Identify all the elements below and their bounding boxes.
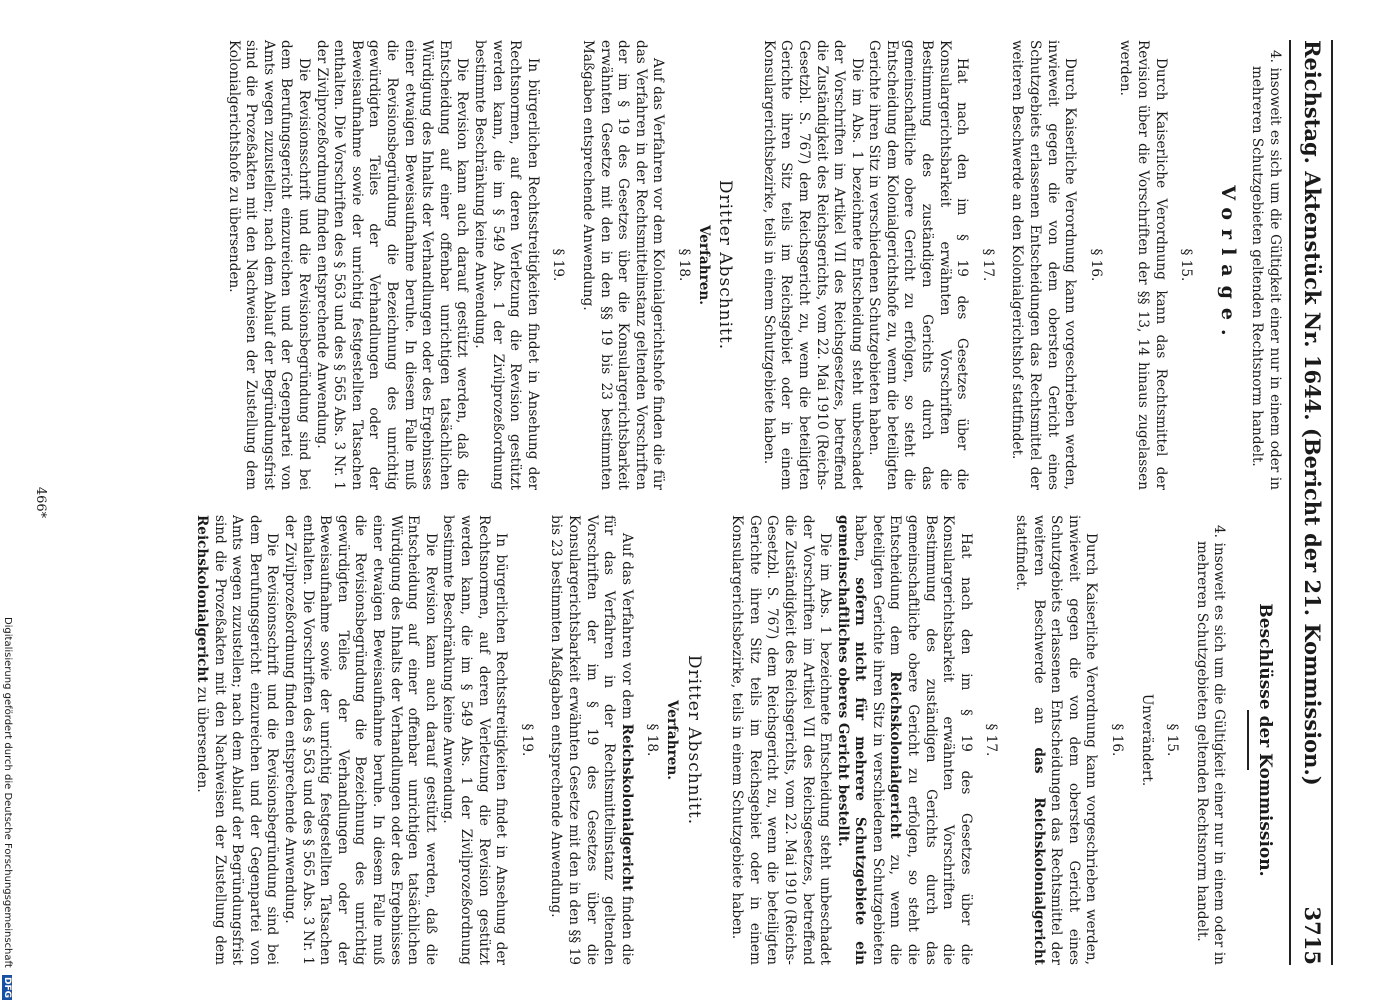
abschnitt-heading: Dritter Abschnitt. <box>715 179 736 351</box>
verfahren-heading: Verfahren. <box>695 224 712 306</box>
section-17-heading-right: § 17. <box>983 723 1000 757</box>
header-rule <box>1289 40 1291 965</box>
verfahren-heading-right: Verfahren. <box>663 699 680 781</box>
section-18-text-right: Auf das Verfahren vor dem Reichskolonialgericht finden die für das Verfahren in der Rechtsmittelinstanz geltenden Vorschriften der im § 19 des Gesetzes über die Konsulargerichtsbarkeit erwähnten Gesetze mit den in den §§ 19 bis 23 bestimmten Maßgaben entsprechende Anwendung. <box>548 515 635 966</box>
section-16-heading-right: § 16. <box>1109 723 1126 757</box>
item-4-right: 4. insoweit es sich um die Gültigkeit einer nur in einem oder in mehreren Schutzgebieten geltenden Rechtsnorm handelt. <box>1193 525 1228 965</box>
header-page-number: 3715 <box>1300 906 1325 965</box>
item-4: 4. insoweit es sich um die Gültigkeit einer nur in einem oder in mehreren Schutzgebieten geltenden Rechtsnorm handelt. <box>1249 50 1283 490</box>
section-19-text-1-right: In bürgerlichen Rechtsstreitigkeiten findet in Ansehung der Rechtsnormen, auf deren Verletzung die Revision gestützt werden kann, die im § 549 Abs. 1 der Zivilprozeßordnung bestimmte Beschränkung keine Anwendung. <box>440 515 510 965</box>
section-15-heading: § 15. <box>1178 248 1195 282</box>
column-title-beschluesse: Beschlüsse der Kommission. <box>1255 603 1275 877</box>
section-18-text: Auf das Verfahren vor dem Kolonialgerichtshofe finden die für das Verfahren in der Rechtsmittelinstanz geltenden Vorschriften der im § 19 des Gesetzes über die Konsulargerichtsbarkeit erwähnten Gesetze mit den in den §§ 19 bis 23 bestimmten Maßgaben entsprechende Anwendung. <box>580 40 667 490</box>
section-15-heading-right: § 15. <box>1164 723 1181 757</box>
credit-text: Digitalisierung gefördert durch die Deutsche Forschungsgemeinschaft <box>2 616 13 968</box>
section-16-text-right: Durch Kaiserliche Verordnung kann vorgeschrieben werden, inwieweit gegen die von dem obersten Gericht eines Schutzgebiets erlassenen Entscheidungen das Rechtsmittel der weiteren Beschwerde an das Reichskolonialgericht stattfindet. <box>1013 515 1100 965</box>
section-16-heading: § 16. <box>1087 248 1104 282</box>
top-rule <box>1331 40 1333 965</box>
section-19-text-2-right: Die Revision kann auch darauf gestützt werden, daß die Entscheidung auf einer offenbar unrichtigen tatsächlichen Würdigung des Inhalts der Verhandlungen oder des Ergebnisses einer etwaigen Beweisaufnahme beruhe. In diesem Falle muß die Revisionsbegründung die Bezeichnung des unrichtig gewürdigten Teiles der Verhandlungen oder der Beweisaufnahme sowie der unrichtig festgestellten Tatsachen enthalten. Die Vorschriften des § 563 und des § 565 Abs. 3 Nr. 1 der Zivilprozeßordnung finden entsprechende Anwendung. <box>282 515 439 965</box>
column-vorlage <box>224 40 1283 490</box>
abschnitt-heading-right: Dritter Abschnitt. <box>683 654 704 826</box>
section-17-text-1: Hat nach den im § 19 des Gesetzes über die Konsulargerichtsbarkeit erwähnten Vorschriften die Bestimmung des zuständigen Gerichts durch das gemeinschaftliche obere Gericht zu erfolgen, so steht die Entscheidung dem Kolonialgerichtshofe zu, wenn die beteiligten Gerichte ihren Sitz in verschiedenen Schutzgebieten haben. <box>866 40 971 490</box>
section-17-text-2: Die im Abs. 1 bezeichnete Entscheidung steht unbeschadet der Vorschriften im Artikel VII des Reichsgesetzes, betreffend die Zuständigkeit des Reichsgerichts, vom 22. Mai 1910 (Reichs-Gesetzbl. S. 767) dem Reichsgericht zu, wenn die beteiligten Gerichte ihren Sitz teils im Reichsgebiet oder in einem Konsulargerichtsbezirke, teils in einem Schutzgebiete haben. <box>760 40 865 490</box>
section-18-heading: § 18. <box>675 248 692 282</box>
title-rule <box>1247 710 1249 770</box>
section-19-heading: § 19. <box>550 248 567 282</box>
section-16-text: Durch Kaiserliche Verordnung kann vorgeschrieben werden, inwieweit gegen die von dem obersten Gericht eines Schutzgebiets erlassenen Entscheidungen das Rechtsmittel der weiteren Beschwerde an den Kolonialgerichtshof stattfindet. <box>1009 40 1079 490</box>
signature-mark: 466* <box>33 486 48 519</box>
section-17-text-2-right: Die im Abs. 1 bezeichnete Entscheidung steht unbeschadet der Vorschriften im Artikel VII des Reichsgesetzes, betreffend die Zuständigkeit des Reichsgerichts, vom 22. Mai 1910 (Reichs-Gesetzbl. S. 767) dem Reichsgericht zu, wenn die beteiligten Gerichte ihren Sitz teils im Reichsgebiet oder in einem Konsulargerichtsbezirke, teils in einem Schutzgebiete haben. <box>729 515 834 965</box>
column-title-vorlage: Vorlage. <box>1216 185 1239 345</box>
dfg-credit <box>2 0 13 1000</box>
header-title: Reichstag. Aktenstück Nr. 1644. (Bericht der 21. Kommission.) <box>1300 40 1325 786</box>
section-19-text-1: In bürgerlichen Rechtsstreitigkeiten findet in Ansehung der Rechtsnormen, auf deren Verletzung die Revision gestützt werden kann, die im § 549 Abs. 1 der Zivilprozeßordnung bestimmte Beschränkung keine Anwendung. <box>472 40 541 490</box>
section-19-text-3: Die Revisionsschrift und die Revisionsbegründung sind bei dem Berufungsgericht einzureichen und der Gegenpartei von Amts wegen zuzustellen; nach dem Ablauf der Begründungsfrist sind die Prozeßakten mit den Nachweisen der Zustellung dem Kolonialgerichtshofe zu übersenden. <box>225 40 313 490</box>
section-18-heading-right: § 18. <box>644 723 661 757</box>
dfg-logo: DFG <box>2 976 12 998</box>
section-17-text-1-right: Hat nach den im § 19 des Gesetzes über die Konsulargerichtsbarkeit erwähnten Vorschriften die Bestimmung des zuständigen Gerichts durch das gemeinschaftliche obere Gericht zu erfolgen, so steht die Entscheidung dem Reichskolonialgericht zu, wenn die beteiligten Gerichte ihren Sitz in verschiedenen Schutzgebieten haben, sofern nicht für mehrere Schutzgebiete ein gemeinschaftliches oberes Gericht bestellt. <box>834 515 974 965</box>
section-15-text: Durch Kaiserliche Verordnung kann das Rechtsmittel der Revision über die Vorschriften der §§ 13, 14 hinaus zugelassen werden. <box>1117 40 1169 490</box>
section-19-text-2: Die Revision kann auch darauf gestützt werden, daß die Entscheidung auf einer offenbar unrichtigen tatsächlichen Würdigung des Inhalts der Verhandlungen oder des Ergebnisses einer etwaigen Beweisaufnahme beruhe. In diesem Falle muß die Revisionsbegründung die Bezeichnung des unrichtig gewürdigten Teiles der Verhandlungen oder der Beweisaufnahme sowie der unrichtig festgestellten Tatsachen enthalten. Die Vorschriften des § 563 und des § 565 Abs. 3 Nr. 1 der Zivilprozeßordnung finden entsprechende Anwendung. <box>313 40 471 490</box>
column-beschluesse <box>193 515 1283 965</box>
page-header <box>1291 40 1325 965</box>
unchanged-note: Unverändert. <box>1138 693 1155 787</box>
section-19-text-3-right: Die Revisionsschrift und die Revisionsbegründung sind bei dem Berufungsgericht einzureichen und der Gegenpartei von Amts wegen zuzustellen; nach dem Ablauf der Begründungsfrist sind die Prozeßakten mit den Nachweisen der Zustellung dem Reichskolonialgericht zu übersenden. <box>194 515 281 965</box>
section-17-heading: § 17. <box>979 248 996 282</box>
section-19-heading-right: § 19. <box>518 723 535 757</box>
